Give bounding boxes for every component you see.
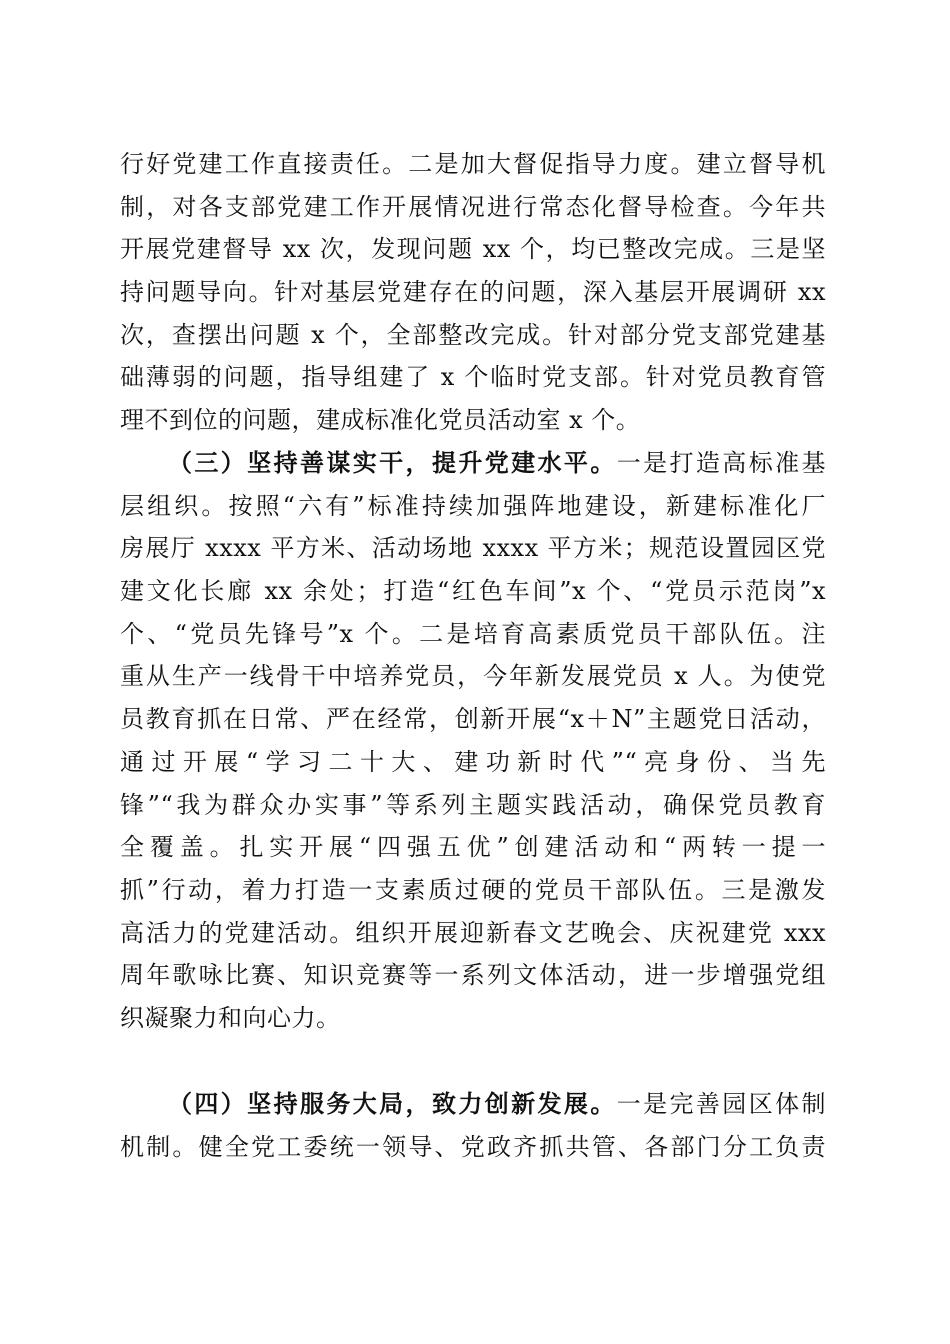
paragraph-line: 锋”“我为群众办实事”等系列主题实践活动，确保党员教育 <box>120 790 826 819</box>
paragraph-line: 房展厅 xxxx 平方米、活动场地 xxxx 平方米；规范设置园区党 <box>120 534 826 563</box>
paragraph-line: 抓”行动，着力打造一支素质过硬的党员干部队伍。三是激发 <box>120 875 826 904</box>
paragraph-line: 层组织。按照“六有”标准持续加强阵地建设，新建标准化厂 <box>120 491 826 520</box>
paragraph-line: 次，查摆出问题 x 个，全部整改完成。针对部分党支部党建基 <box>120 320 826 349</box>
paragraph-line: 织凝聚力和向心力。 <box>120 1003 341 1032</box>
paragraph-line: 周年歌咏比赛、知识竞赛等一系列文体活动，进一步增强党组 <box>120 961 826 990</box>
paragraph-line-rest: 一是完善园区体制 <box>616 1090 826 1118</box>
paragraph-line: 机制。健全党工委统一领导、党政齐抓共管、各部门分工负责 <box>120 1132 826 1161</box>
paragraph-line: 持问题导向。针对基层党建存在的问题，深入基层开展调研 xx <box>120 278 826 307</box>
section-heading: （四）坚持服务大局，致力创新发展。 <box>168 1089 617 1118</box>
paragraph-line: 重从生产一线骨干中培养党员，今年新发展党员 x 人。为使党 <box>120 662 826 691</box>
paragraph-2 <box>120 442 826 1040</box>
paragraph-line: 开展党建督导 xx 次，发现问题 xx 个，均已整改完成。三是坚 <box>120 235 826 264</box>
paragraph-line-rest: 一是打造高标准基 <box>616 449 826 477</box>
paragraph-3 <box>120 1083 826 1168</box>
paragraph-line: 建文化长廊 xx 余处；打造“红色车间”x 个、“党员示范岗”x <box>120 577 826 606</box>
paragraph-line: 理不到位的问题，建成标准化党员活动室 x 个。 <box>120 406 641 435</box>
paragraph-line: 高活力的党建活动。组织开展迎新春文艺晚会、庆祝建党 xxx <box>120 918 826 947</box>
paragraph-1 <box>120 143 826 442</box>
section-heading: （三）坚持善谋实干，提升党建水平。 <box>168 448 617 477</box>
paragraph-line: 础薄弱的问题，指导组建了 x 个临时党支部。针对党员教育管 <box>120 363 826 392</box>
paragraph-first-line <box>120 442 826 485</box>
paragraph-line: 行好党建工作直接责任。二是加大督促指导力度。建立督导机 <box>120 150 826 178</box>
paragraph-line: 制，对各支部党建工作开展情况进行常态化督导检查。今年共 <box>120 192 826 221</box>
paragraph-line: 个、“党员先锋号”x 个。二是培育高素质党员干部队伍。注 <box>120 619 826 648</box>
paragraph-first-line <box>120 1083 826 1126</box>
paragraph-line: 通过开展“学习二十大、建功新时代”“亮身份、当先 <box>120 747 826 776</box>
paragraph-line: 员教育抓在日常、严在经常，创新开展“x＋N”主题党日活动， <box>120 705 826 734</box>
paragraph-line: 全覆盖。扎实开展“四强五优”创建活动和“两转一提一 <box>120 833 826 862</box>
